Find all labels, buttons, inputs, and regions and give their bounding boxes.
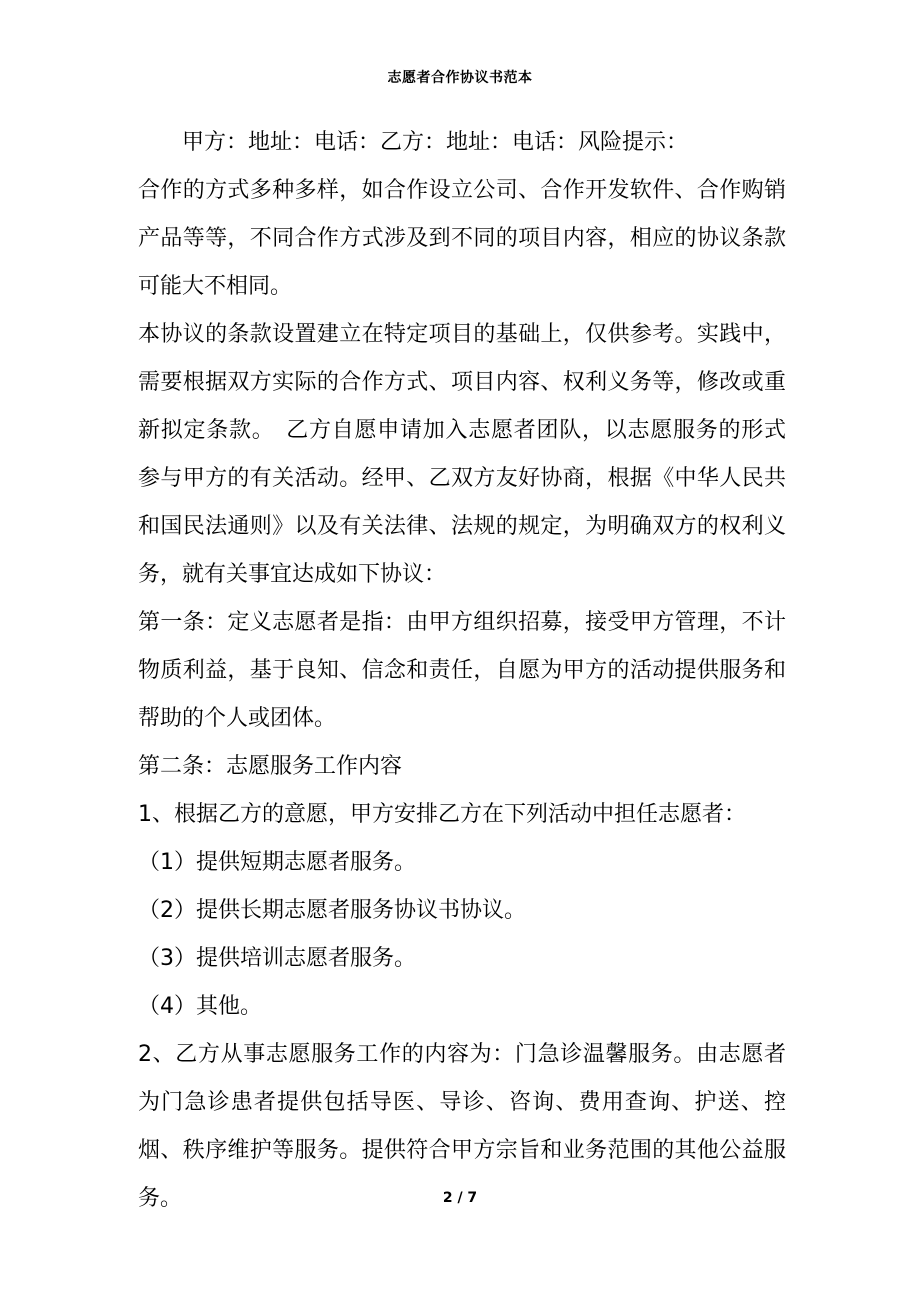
document-body bbox=[138, 119, 786, 1223]
list-item: （3）提供培训志愿者服务。 bbox=[138, 946, 416, 971]
paragraph-agreement-basis: 本协议的条款设置建立在特定项目的基础上，仅供参考。实践中，需要根据双方实际的合作方式、项目内容、权利义务等，修改或重新拟定条款。 乙方自愿申请加入志愿者团队，以志愿服务的形式参与甲方的有关活动。经甲、乙双方友好协商，根据《中华人民共和国民法通则》以及有关法律、法规的规定，为明确双方的权利义务，就有关事宜达成如下协议： bbox=[138, 322, 786, 587]
clause-1: 1、根据乙方的意愿，甲方安排乙方在下列活动中担任志愿者： bbox=[138, 802, 746, 827]
article-two-heading: 第二条：志愿服务工作内容 bbox=[138, 754, 403, 779]
page-number: 2 / 7 bbox=[442, 1190, 478, 1206]
list-item: （1）提供短期志愿者服务。 bbox=[138, 850, 416, 875]
list-item: （2）提供长期志愿者服务协议书协议。 bbox=[138, 898, 526, 923]
article-one-definition: 第一条：定义志愿者是指：由甲方组织招募，接受甲方管理，不计物质利益，基于良知、信念和责任，自愿为甲方的活动提供服务和帮助的个人或团体。 bbox=[138, 610, 786, 731]
document-title: 志愿者合作协议书范本 bbox=[387, 70, 533, 86]
paragraph-cooperation-methods: 合作的方式多种多样，如合作设立公司、合作开发软件、合作购销产品等等，不同合作方式涉及到不同的项目内容，相应的协议条款可能大不相同。 bbox=[138, 178, 786, 299]
clause-2: 2、乙方从事志愿服务工作的内容为：门急诊温馨服务。由志愿者为门急诊患者提供包括导医、导诊、咨询、费用查询、护送、控烟、秩序维护等服务。提供符合甲方宗旨和业务范围的其他公益服务。 bbox=[138, 1042, 786, 1211]
list-item: （4）其他。 bbox=[138, 994, 262, 1019]
parties-line: 甲方：地址：电话：乙方：地址：电话：风险提示： bbox=[182, 130, 689, 155]
